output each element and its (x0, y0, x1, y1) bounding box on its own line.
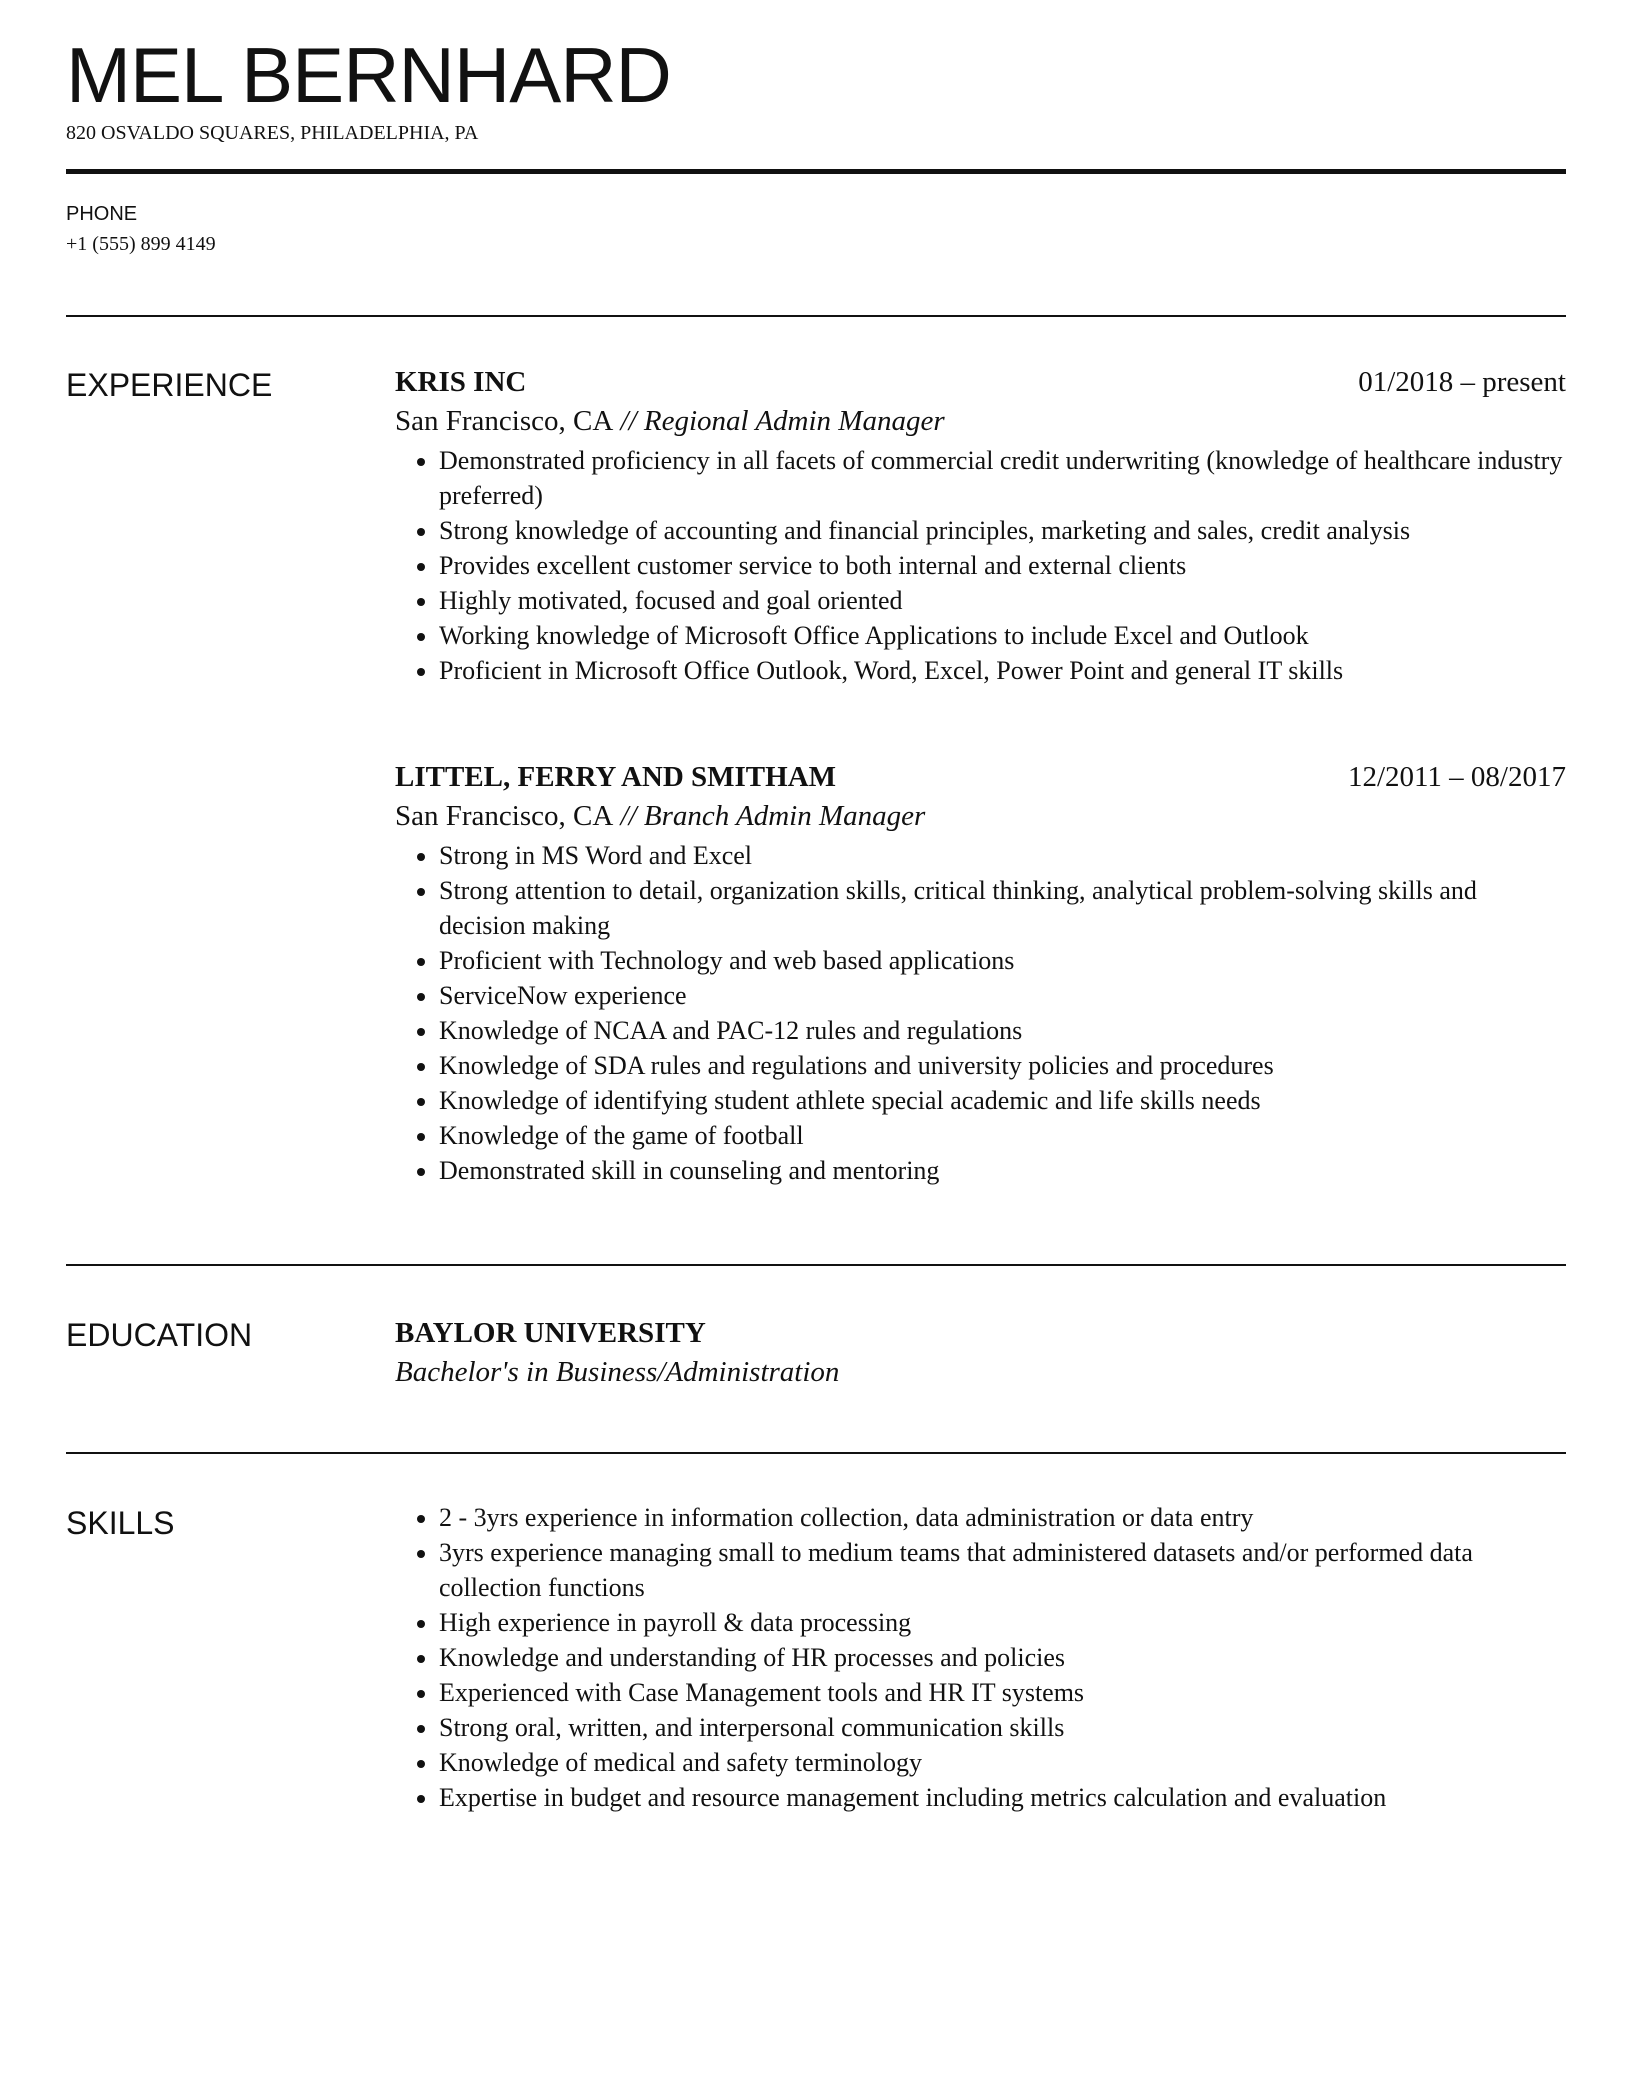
job-separator: // (613, 800, 644, 832)
job-bullet: • Knowledge of NCAA and PAC-12 rules and regulations (439, 1013, 1566, 1048)
job-role: Regional Admin Manager (643, 405, 945, 437)
job-role: Branch Admin Manager (643, 800, 926, 832)
phone-value: +1 (555) 899 4149 (66, 233, 216, 255)
job-entry (395, 758, 1566, 1188)
job-bullet: • Demonstrated skill in counseling and mentoring (439, 1153, 1566, 1188)
job-bullet: • Knowledge of identifying student athlete special academic and life skills needs (439, 1083, 1566, 1118)
job-bullet: • Demonstrated proficiency in all facets of commercial credit underwriting (knowledge of healthcare industry preferred) (439, 443, 1566, 513)
job-company: LITTEL, FERRY AND SMITHAM (395, 761, 837, 793)
job-header (395, 363, 1566, 401)
job-bullet: • Knowledge of SDA rules and regulations and university policies and procedures (439, 1048, 1566, 1083)
job-header (395, 758, 1566, 796)
section-divider (66, 1264, 1566, 1266)
phone-label: PHONE (66, 203, 138, 225)
skill-item: • 3yrs experience managing small to medium teams that administered datasets and/or performed data collection functions (439, 1535, 1566, 1605)
job-subtitle (395, 401, 1566, 441)
job-bullet: • Working knowledge of Microsoft Office Applications to include Excel and Outlook (439, 618, 1566, 653)
job-company: KRIS INC (395, 366, 527, 398)
job-bullet: • Strong attention to detail, organization skills, critical thinking, analytical problem-solving skills and decision making (439, 873, 1566, 943)
job-entry (395, 363, 1566, 688)
skill-item: • Expertise in budget and resource management including metrics calculation and evaluation (439, 1780, 1566, 1815)
experience-heading: EXPERIENCE (66, 367, 273, 403)
job-dates: 01/2018 – present (1358, 366, 1566, 398)
section-divider (66, 315, 1566, 317)
job-separator: // (613, 405, 644, 437)
degree: Bachelor's in Business/Administration (395, 1356, 840, 1388)
skill-item: • 2 - 3yrs experience in information collection, data administration or data entry (439, 1500, 1566, 1535)
school-name: BAYLOR UNIVERSITY (395, 1317, 706, 1349)
job-bullet: • Proficient with Technology and web based applications (439, 943, 1566, 978)
job-bullet: • ServiceNow experience (439, 978, 1566, 1013)
job-bullet: • Knowledge of the game of football (439, 1118, 1566, 1153)
education-entry (395, 1314, 1566, 1392)
job-dates: 12/2011 – 08/2017 (1347, 761, 1566, 793)
job-bullets (395, 443, 1566, 688)
job-bullet: • Proficient in Microsoft Office Outlook, Word, Excel, Power Point and general IT skills (439, 653, 1566, 688)
job-bullet: • Provides excellent customer service to both internal and external clients (439, 548, 1566, 583)
job-bullet: • Strong knowledge of accounting and financial principles, marketing and sales, credit analysis (439, 513, 1566, 548)
skills-bullets (395, 1500, 1566, 1815)
candidate-name: MEL BERNHARD (66, 31, 671, 119)
education-heading: EDUCATION (66, 1317, 253, 1353)
skills-heading: SKILLS (66, 1505, 175, 1541)
job-location: San Francisco, CA (395, 405, 614, 437)
skills-list (395, 1500, 1566, 1815)
skill-item: • Knowledge and understanding of HR processes and policies (439, 1640, 1566, 1675)
job-bullets (395, 838, 1566, 1188)
candidate-address: 820 OSVALDO SQUARES, PHILADELPHIA, PA (66, 122, 479, 144)
skill-item: • Experienced with Case Management tools and HR IT systems (439, 1675, 1566, 1710)
job-bullet: • Highly motivated, focused and goal oriented (439, 583, 1566, 618)
skill-item: • Strong oral, written, and interpersonal communication skills (439, 1710, 1566, 1745)
job-bullet: • Strong in MS Word and Excel (439, 838, 1566, 873)
experience-list (395, 363, 1566, 688)
header-divider (66, 169, 1566, 174)
experience-list-2 (395, 758, 1566, 1188)
job-subtitle (395, 796, 1566, 836)
section-divider (66, 1452, 1566, 1454)
skill-item: • High experience in payroll & data processing (439, 1605, 1566, 1640)
job-location: San Francisco, CA (395, 800, 614, 832)
skill-item: • Knowledge of medical and safety terminology (439, 1745, 1566, 1780)
